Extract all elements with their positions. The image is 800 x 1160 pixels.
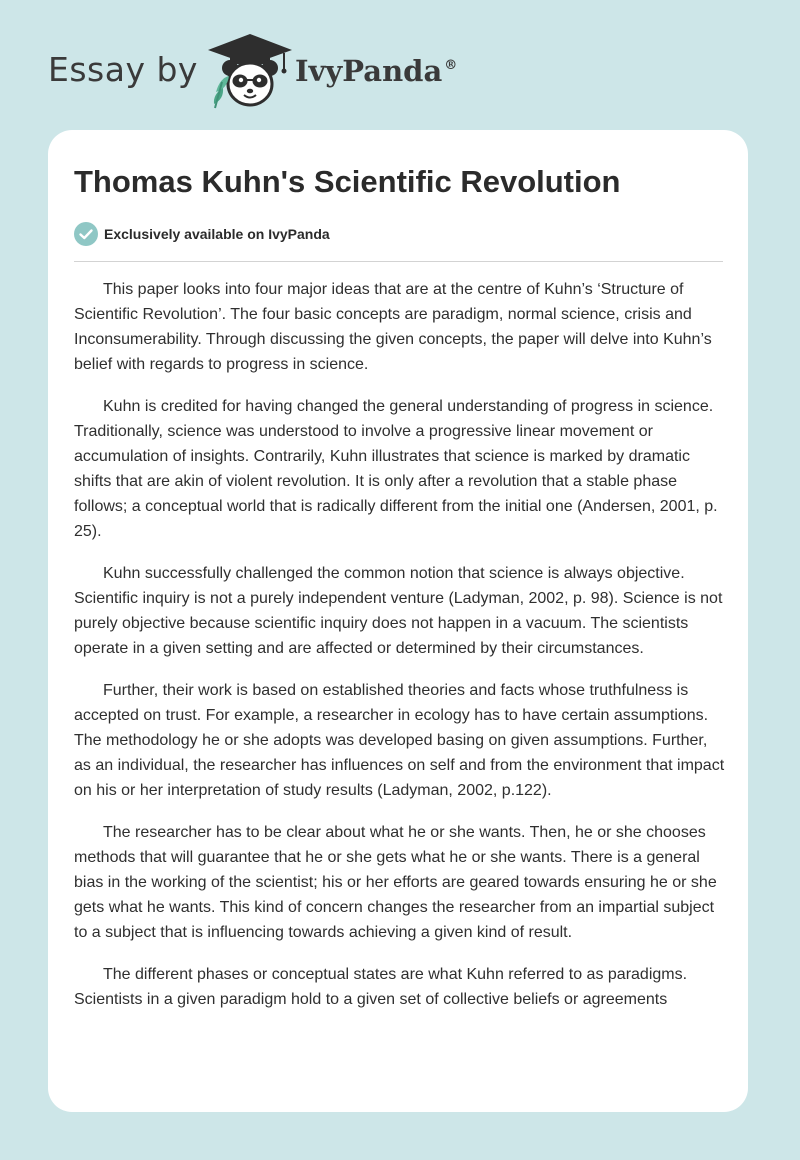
paragraph: Further, their work is based on established theories and facts whose truthfulness is accepted on trust. For example, a researcher in ecology has to have certain assumptions. The methodology he or she adopts was developed basing on given assumptions. Further, as an individual, the researcher has influences on self and from the environment that impact on his or her interpretation of study results (Ladyman, 2002, p.122). — [74, 682, 725, 799]
brand-prefix: Essay by — [48, 50, 198, 89]
brand-name[interactable] — [295, 54, 457, 88]
paragraph: Kuhn is credited for having changed the general understanding of progress in science. Traditionally, science was understood to involve a progressive linear movement or accumulation of insights. Contrarily, Kuhn illustrates that science is marked by dramatic shifts that are akin of violent revolution. It is only after a revolution that a stable phase follows; a conceptual world that is radically different from the initial one (Andersen, 2001, p. 25). — [74, 398, 718, 540]
essay-body — [74, 277, 728, 1029]
essay-card — [48, 130, 748, 1112]
paragraph: The different phases or conceptual states are what Kuhn referred to as paradigms. Scientists in a given paradigm hold to a given set of collective beliefs or agreements — [74, 966, 688, 1008]
title-divider — [74, 261, 723, 262]
brand-name-text: IvyPanda — [295, 54, 443, 88]
registered-mark: ® — [444, 58, 458, 73]
check-badge-icon — [74, 222, 98, 246]
paragraph: Kuhn successfully challenged the common notion that science is always objective. Scientific inquiry is not a purely independent venture (Ladyman, 2002, p. 98). Science is not purely objective because scientific inquiry does not happen in a vacuum. The scientists operate in a given setting and are affected or determined by their circumstances. — [74, 565, 723, 657]
panda-graduate-icon[interactable] — [204, 32, 296, 110]
site-header — [48, 32, 508, 112]
page-title: Thomas Kuhn's Scientific Revolution — [74, 164, 621, 199]
exclusive-label: Exclusively available on IvyPanda — [104, 226, 330, 242]
paragraph: The researcher has to be clear about what he or she wants. Then, he or she chooses methods that will guarantee that he or she gets what he or she wants. There is a general bias in the working of the scientist; his or her efforts are geared towards ensuring he or she gets what he wants. This kind of concern changes the researcher from an impartial subject to a subject that is influencing towards achieving a given kind of result. — [74, 824, 717, 941]
exclusive-badge — [74, 222, 330, 246]
paragraph: This paper looks into four major ideas that are at the centre of Kuhn’s ‘Structure of Scientific Revolution’. The four basic concepts are paradigm, normal science, crisis and Inconsumerability. Through discussing the given concepts, the paper will delve into Kuhn’s belief with regards to progress in science. — [74, 281, 712, 373]
